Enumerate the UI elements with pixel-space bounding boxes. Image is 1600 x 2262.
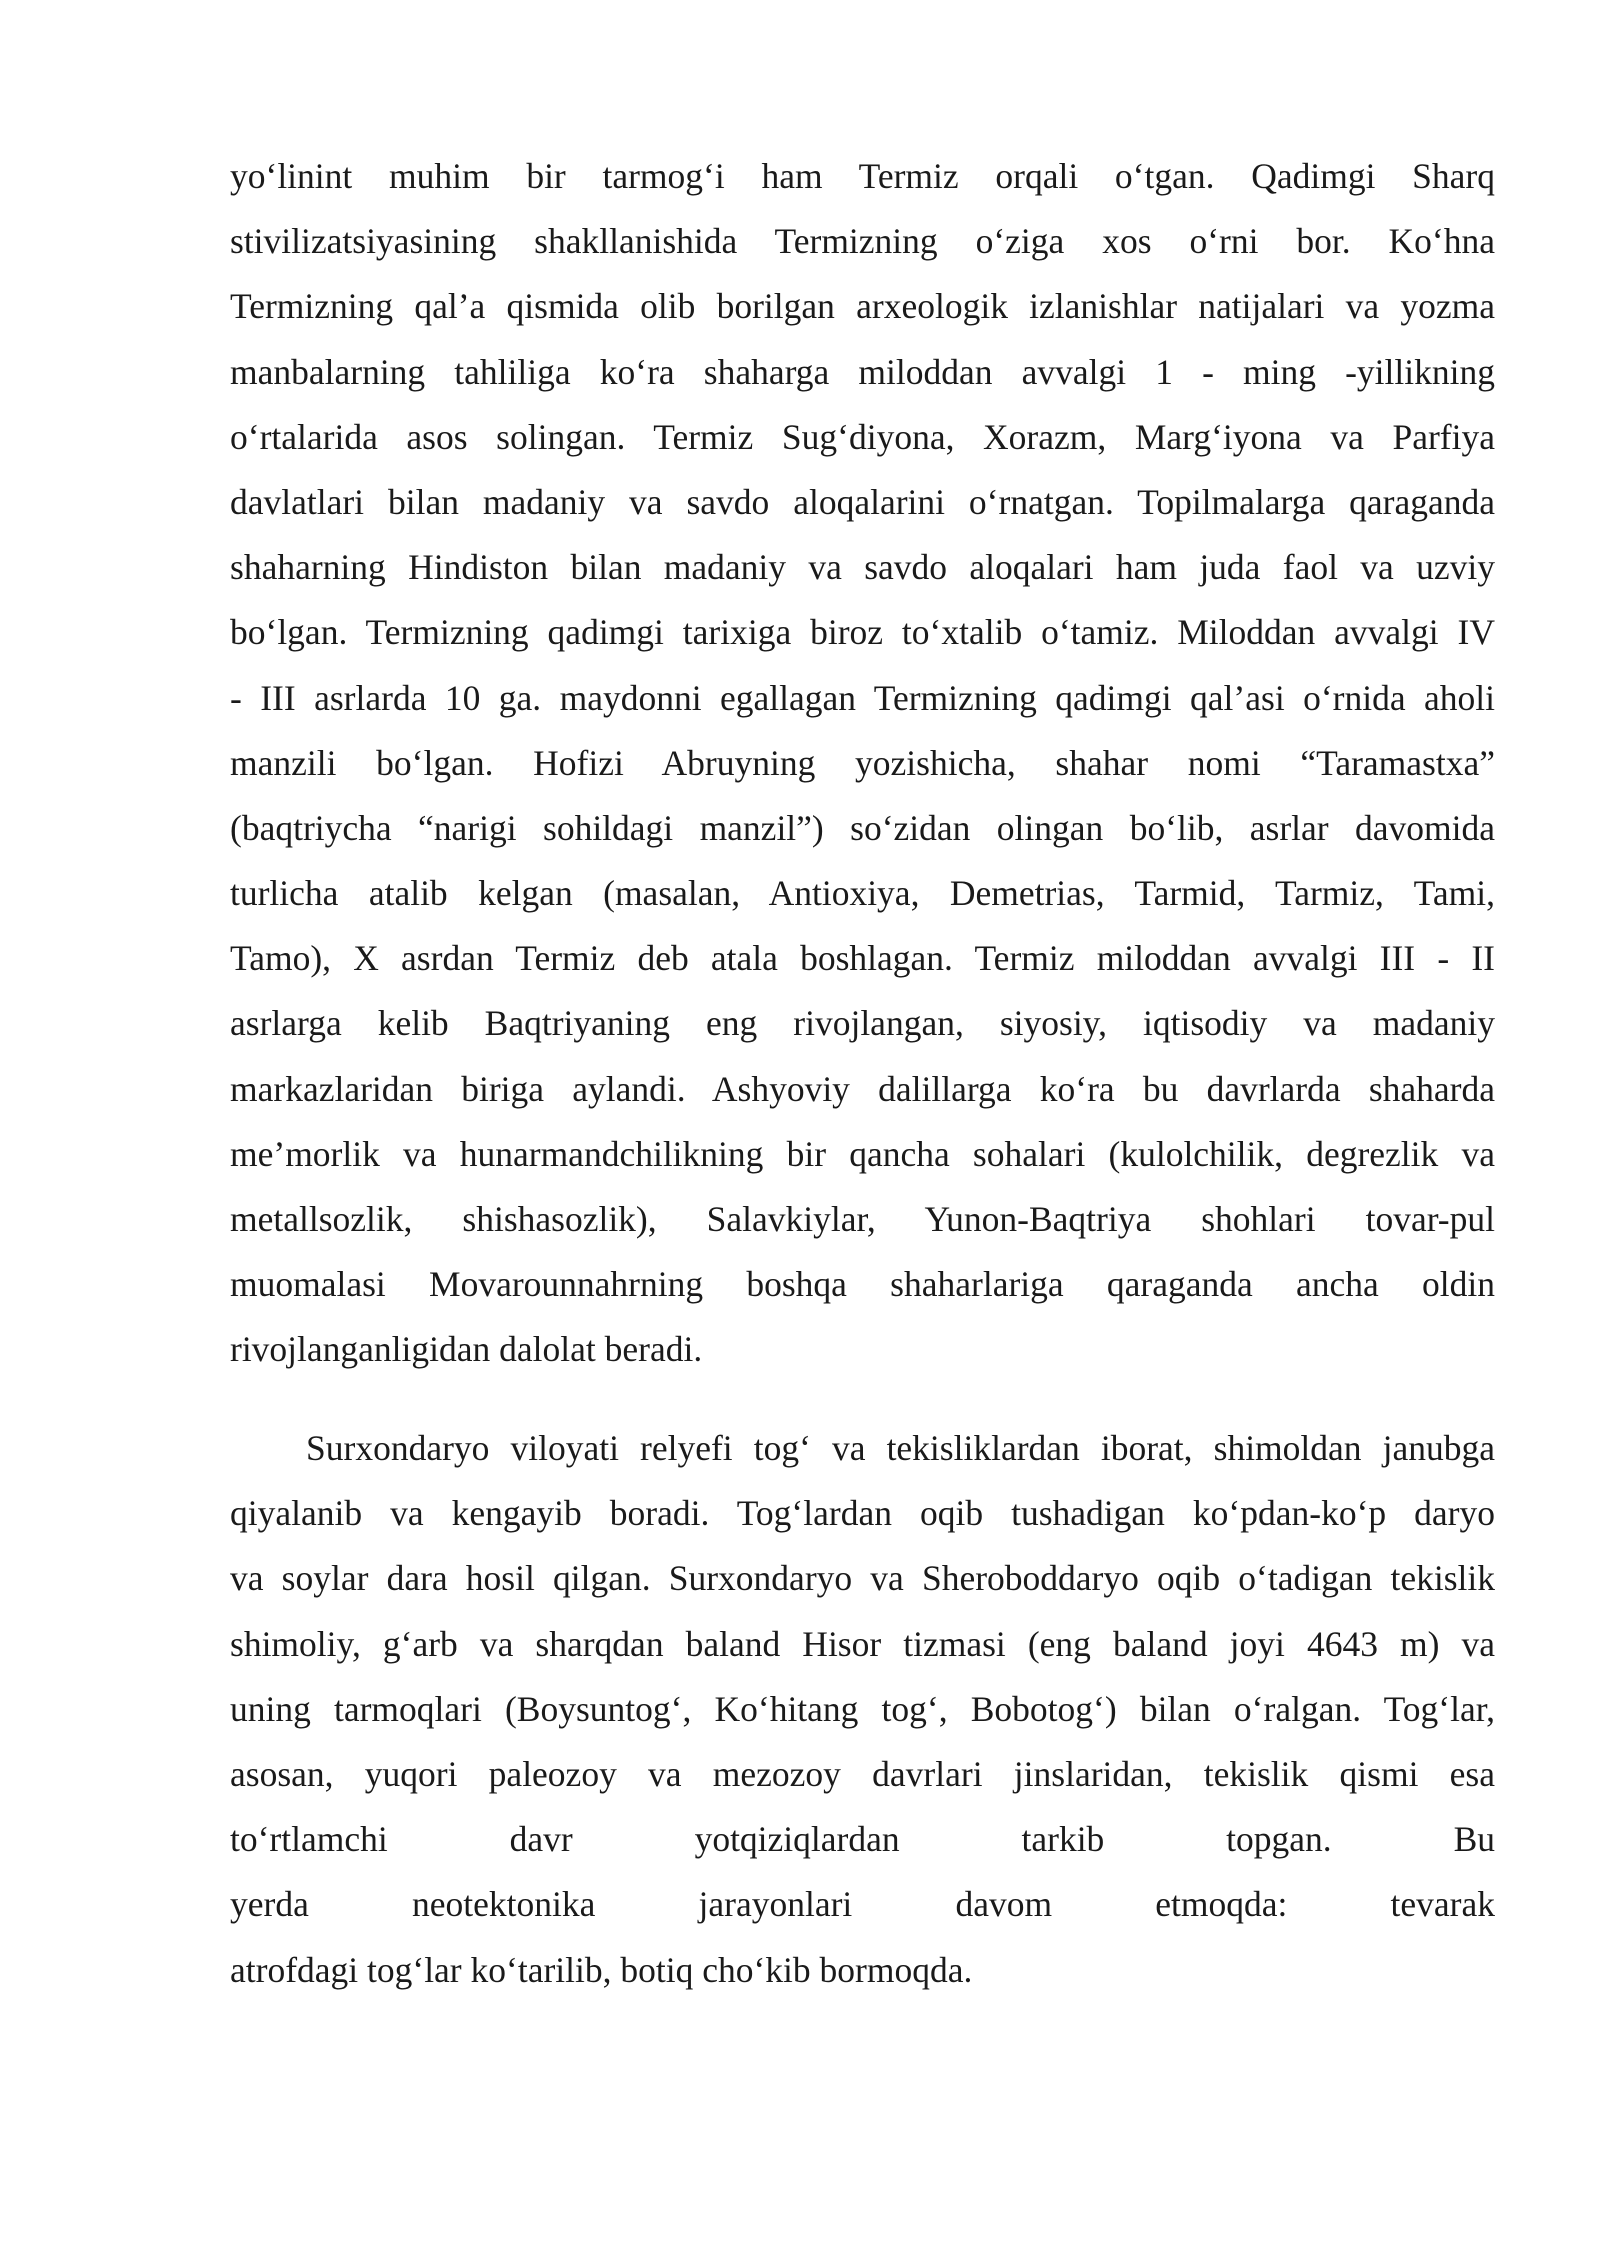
text-line: - III asrlarda 10 ga. maydonni egallagan Termizning qadimgi qal’asi o‘rnida aholi (230, 677, 1495, 718)
text-line: turlicha atalib kelgan (masalan, Antioxiya, Demetrias, Tarmid, Tarmiz, Tami, (230, 873, 1495, 914)
text-line: stivilizatsiyasining shakllanishida Termizning o‘ziga xos o‘rni bor. Ko‘hna (230, 221, 1495, 262)
text-line: uning tarmoqlari (Boysuntog‘, Ko‘hitang tog‘, Bobotog‘) bilan o‘ralgan. Tog‘lar, (230, 1688, 1495, 1729)
text-line: manzili bo‘lgan. Hofizi Abruyning yozishicha, shahar nomi “Taramastxa” (230, 742, 1495, 783)
text-line: manbalarning tahliliga ko‘ra shaharga miloddan avvalgi 1 - ming -yillikning (230, 351, 1495, 392)
text-line: (baqtriycha “narigi sohildagi manzil”) so‘zidan olingan bo‘lib, asrlar davomida (230, 807, 1495, 848)
text-line: rivojlanganligidan dalolat beradi. (230, 1329, 703, 1370)
paragraph-termiz-history (230, 144, 1495, 1383)
text-line: metallsozlik, shishasozlik), Salavkiylar, Yunon-Baqtriya shohlari tovar-pul (230, 1199, 1495, 1239)
text-line: va soylar dara hosil qilgan. Surxondaryo va Sheroboddaryo oqib o‘tadigan tekislik (230, 1558, 1495, 1599)
text-line: to‘rtlamchi davr yotqiziqlardan tarkib topgan. Bu (230, 1819, 1495, 1860)
text-line: me’morlik va hunarmandchilikning bir qancha sohalari (kulolchilik, degrezlik va (230, 1133, 1495, 1174)
text-line: muomalasi Movarounnahrning boshqa shaharlariga qaraganda ancha oldin (230, 1264, 1495, 1305)
text-line: Termizning qal’a qismida olib borilgan arxeologik izlanishlar natijalari va yozma (230, 286, 1495, 327)
text-line: davlatlari bilan madaniy va savdo aloqalarini o‘rnatgan. Topilmalarga qaraganda (230, 481, 1495, 522)
text-line: shaharning Hindiston bilan madaniy va savdo aloqalari ham juda faol va uzviy (230, 547, 1495, 588)
text-line: atrofdagi tog‘lar ko‘tarilib, botiq cho‘kib bormoqda. (230, 1949, 973, 1990)
text-line: qiyalanib va kengayib boradi. Tog‘lardan oqib tushadigan ko‘pdan-ko‘p daryo (230, 1493, 1495, 1534)
text-line: shimoliy, g‘arb va sharqdan baland Hisor tizmasi (eng baland joyi 4643 m) va (230, 1623, 1495, 1664)
text-line: o‘rtalarida asos solingan. Termiz Sug‘diyona, Xorazm, Marg‘iyona va Parfiya (230, 416, 1495, 457)
text-line: asrlarga kelib Baqtriyaning eng rivojlangan, siyosiy, iqtisodiy va madaniy (230, 1003, 1495, 1044)
text-line: yerda neotektonika jarayonlari davom etmoqda: tevarak (230, 1884, 1495, 1925)
text-line: Tamo), X asrdan Termiz deb atala boshlagan. Termiz miloddan avvalgi III - II (230, 938, 1495, 979)
paragraph-surxondaryo-relief (230, 1416, 1495, 2003)
text-line: yo‘linint muhim bir tarmog‘i ham Termiz orqali o‘tgan. Qadimgi Sharq (230, 156, 1495, 196)
text-line: asosan, yuqori paleozoy va mezozoy davrlari jinslaridan, tekislik qismi esa (230, 1753, 1495, 1794)
text-line: Surxondaryo viloyati relyefi tog‘ va tekisliklardan iborat, shimoldan janubga (306, 1428, 1495, 1468)
text-line: bo‘lgan. Termizning qadimgi tarixiga biroz to‘xtalib o‘tamiz. Miloddan avvalgi IV (230, 612, 1495, 653)
text-line: markazlaridan biriga aylandi. Ashyoviy dalillarga ko‘ra bu davrlarda shaharda (230, 1068, 1495, 1109)
